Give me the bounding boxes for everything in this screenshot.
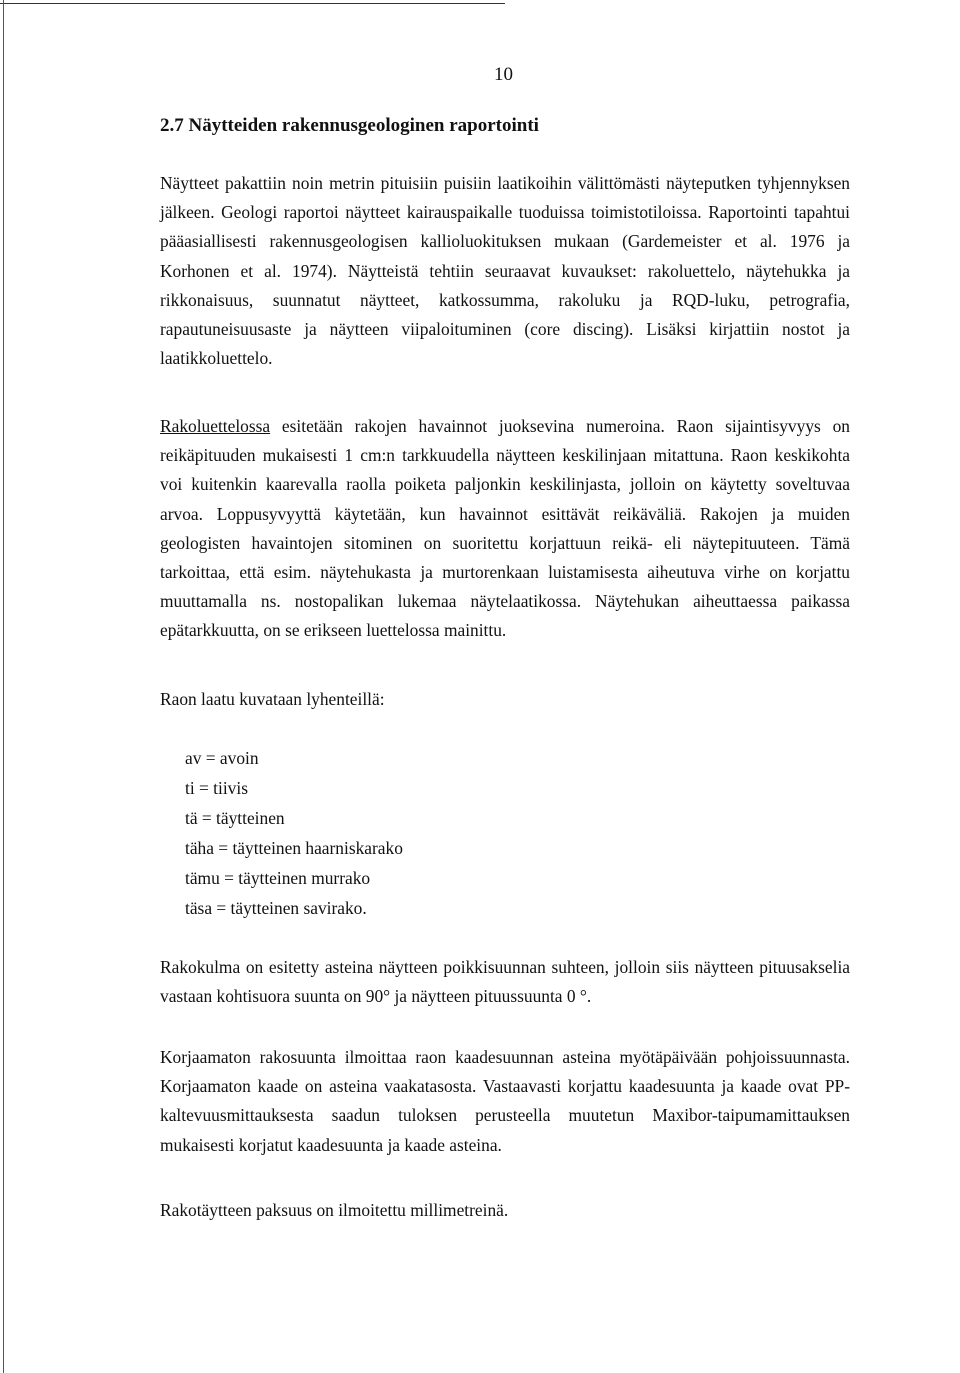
scan-edge-left [3, 0, 4, 1373]
section-heading: 2.7 Näytteiden rakennusgeologinen raportointi [160, 115, 539, 136]
list-item: täsa = täytteinen savirako. [185, 898, 367, 918]
scan-edge-top [0, 3, 505, 4]
paragraph-joint-direction: Korjaamaton rakosuunta ilmoittaa raon kaadesuunnan asteina myötäpäivään pohjoissuunnasta. Korjaamaton kaade on asteina vaakatasosta. Vastaavasti korjattu kaadesuunta ja kaade ovat PP-kaltevuusmittauksesta saadun tuloksen perusteella muutetun Maxibor-taipumamittauksen mukaisesti korjatut kaadesuunta ja kaade asteina. [160, 1047, 850, 1155]
list-item: ti = tiivis [185, 778, 248, 798]
paragraph-sampling: Näytteet pakattiin noin metrin pituisiin puisiin laatikoihin välittömästi näyteputken tyhjennyksen jälkeen. Geologi raportoi näytteet kairauspaikalle tuoduissa toimistotiloissa. Raportointi tapahtui pääasiallisesti rakennusgeologisen kallioluokituksen mukaan (Gardemeister et al. 1976 ja Korhonen et al. 1974). Näytteistä tehtiin seuraavat kuvaukset: rakoluettelo, näytehukka ja rikkonaisuus, suunnatut näytteet, katkossumma, rakoluku ja RQD-luku, petrografia, rapautuneisuusaste ja näytteen viipaloituminen (core discing). Lisäksi kirjattiin nostot ja laatikkoluettelo. [160, 173, 850, 369]
paragraph-joint-filling: Rakotäytteen paksuus on ilmoitettu millimetreinä. [160, 1200, 509, 1220]
paragraph-joint-list-text: esitetään rakojen havainnot juoksevina numeroina. Raon sijaintisyvyys on reikäpituuden mukaisesti 1 cm:n tarkkuudella näytteen keskilinjaan mitattuna. Raon keskikohta voi kuitenkin kaarevalla raolla poiketa paljonkin keskilinjasta, jolloin on käytetty soveltuvaa arvoa. Loppusyvyyttä käytetään, kun havainnot esittävät reikäväliä. Rakojen ja muiden geologisten havaintojen sitominen on suoritettu korjattuun reikä- eli näytepituuteen. Tämä tarkoittaa, että esim. näytehukasta ja murtorenkaan luistamisesta aiheutuva virhe on korjattu muuttamalla ns. nostopalikan lukemaa näytelaatikossa. Näytehukan aiheuttaessa paikassa epätarkkuutta, on se erikseen luettelossa mainittu. [160, 416, 850, 641]
paragraph-joint-angle: Rakokulma on esitetty asteina näytteen poikkisuunnan suhteen, jolloin siis näytteen pituusakselia vastaan kohtisuora suunta on 90° ja näytteen pituussuunta 0 °. [160, 957, 850, 1007]
term-rakoluettelo: Rakoluettelossa [160, 416, 271, 436]
list-item: tämu = täytteinen murrako [185, 868, 371, 888]
paragraph-joint-list [160, 412, 850, 646]
paragraph-joint-quality-intro: Raon laatu kuvataan lyhenteillä: [160, 689, 385, 709]
list-item: av = avoin [185, 748, 259, 768]
list-item: tä = täytteinen [185, 808, 285, 828]
page-number: 10 [494, 64, 513, 85]
list-item: täha = täytteinen haarniskarako [185, 838, 403, 858]
abbreviation-list [185, 743, 403, 923]
